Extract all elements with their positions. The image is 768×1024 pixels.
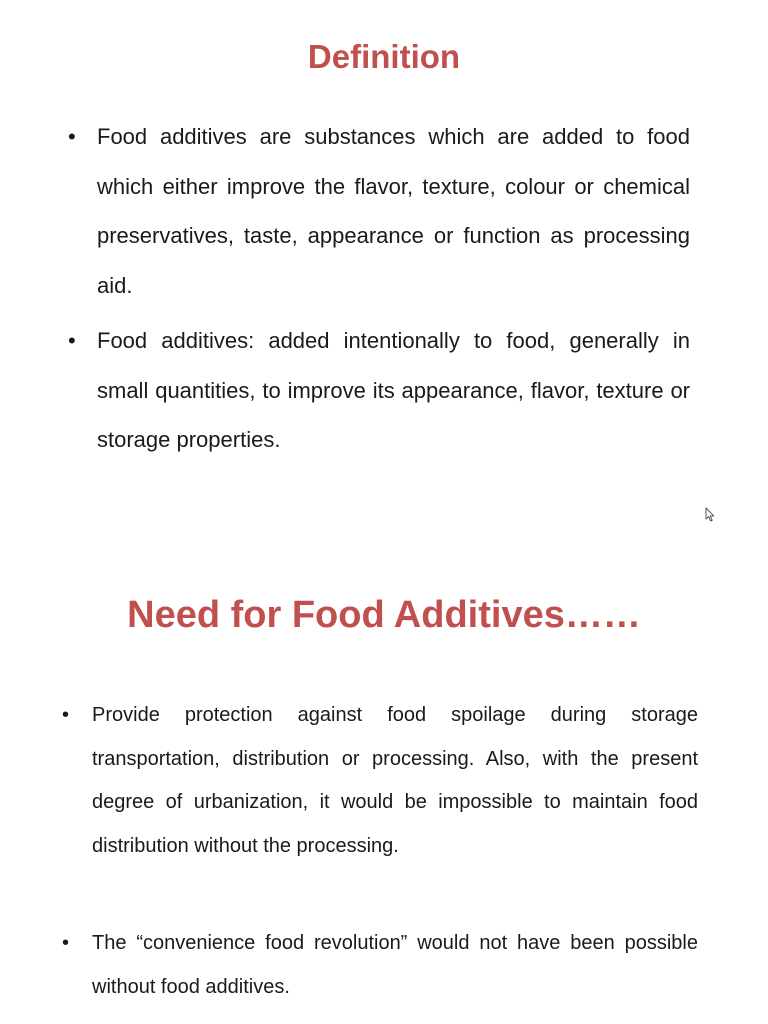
need-bullet-1 xyxy=(62,694,698,868)
slide-title-definition: Definition xyxy=(307,38,461,75)
need-bullet-2 xyxy=(62,922,698,1009)
definition-bullet-1 xyxy=(68,112,690,310)
bullet-dot: • xyxy=(62,704,70,726)
bullet-text: Food additives: added intentionally to food, generally in small quantities, to improve its appearance, flavor, texture or storage properties. xyxy=(97,328,690,452)
slide-title-need: Need for Food Additives…… xyxy=(127,594,641,636)
bullet-dot: • xyxy=(68,124,76,149)
bullet-dot: • xyxy=(68,328,76,353)
mouse-pointer-icon xyxy=(705,507,716,523)
slide-definition xyxy=(0,0,768,500)
definition-bullet-list xyxy=(68,112,690,471)
bullet-text: Food additives are substances which are added to food which either improve the flavor, texture, colour or chemical preservatives, taste, appearance or function as processing aid. xyxy=(97,124,690,298)
bullet-dot: • xyxy=(62,932,70,954)
definition-bullet-2 xyxy=(68,316,690,465)
bullet-text: Provide protection against food spoilage during storage transportation, distribution or processing. Also, with the present degree of urbanization, it would be impossible to maintain food distribution without the processing. xyxy=(92,704,698,857)
bullet-text: The “convenience food revolution” would not have been possible without food additives. xyxy=(92,932,698,998)
need-bullet-list xyxy=(62,694,698,1009)
slide-need-for-food-additives xyxy=(0,560,768,1024)
